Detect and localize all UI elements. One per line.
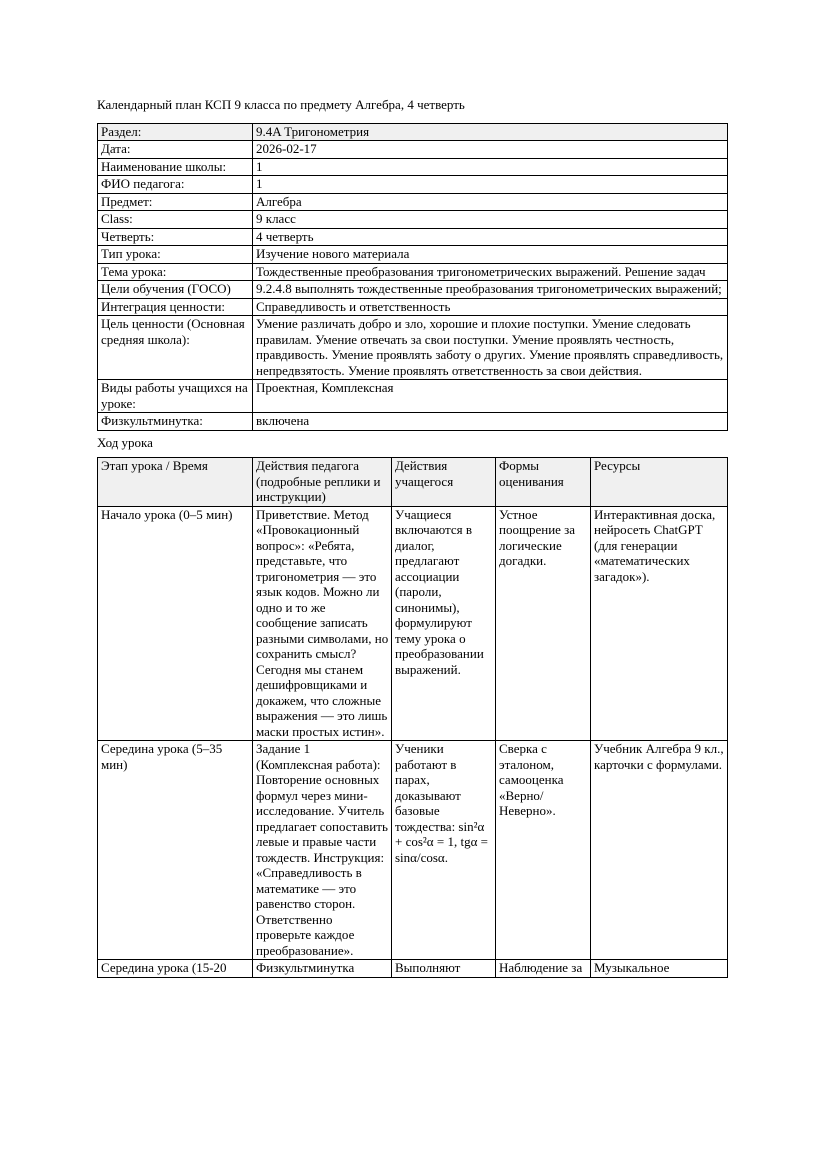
info-label-cell: Интеграция ценности: [98, 298, 253, 316]
lesson-stage-cell: Середина урока (15-20 [98, 960, 253, 978]
document-page [97, 97, 727, 978]
lesson-assessment-cell: Наблюдение за [496, 960, 591, 978]
lesson-teacher-cell: Задание 1 (Комплексная работа): Повторение основных формул через мини-исследование. Учитель предлагает сопоставить левые и правые части тождеств. Инструкция: «Справедливость в математике — это равенство сторон. Ответственно проверьте каждое преобразование». [253, 741, 392, 960]
flow-heading: Ход урока [97, 434, 153, 450]
lesson-header-cell: Этап урока / Время [98, 458, 253, 507]
info-value-cell: 9 класс [253, 211, 728, 229]
lesson-assessment-cell: Устное поощрение за логические догадки. [496, 506, 591, 741]
lesson-table [97, 457, 728, 978]
info-value-cell: 2026-02-17 [253, 141, 728, 159]
info-label-cell: ФИО педагога: [98, 176, 253, 194]
lesson-row [98, 960, 728, 978]
lesson-teacher-cell: Приветствие. Метод «Провокационный вопрос»: «Ребята, представьте, что тригонометрия — это язык кодов. Можно ли одно и то же сообщение записать разными символами, но сохранить смысл? Сегодня мы станем дешифровщиками и докажем, что сложные выражения — это лишь маски простых истин». [253, 506, 392, 741]
info-value-cell: Справедливость и ответственность [253, 298, 728, 316]
info-value-cell: 4 четверть [253, 228, 728, 246]
table-row [98, 263, 728, 281]
lesson-stage-cell: Середина урока (5–35 мин) [98, 741, 253, 960]
info-label-cell: Class: [98, 211, 253, 229]
info-label-cell: Тема урока: [98, 263, 253, 281]
lesson-header-cell: Ресурсы [591, 458, 728, 507]
info-label-cell: Цели обучения (ГОСО) [98, 281, 253, 299]
table-row [98, 298, 728, 316]
info-value-cell: 1 [253, 176, 728, 194]
table-row [98, 316, 728, 380]
lesson-row [98, 506, 728, 741]
table-row [98, 123, 728, 141]
lesson-header-row [98, 458, 728, 507]
lesson-teacher-cell: Физкультминутка [253, 960, 392, 978]
info-value-cell: 9.4A Тригонометрия [253, 123, 728, 141]
document-title: Календарный план КСП 9 класса по предмету Алгебра, 4 четверть [97, 97, 465, 112]
info-value-cell: 1 [253, 158, 728, 176]
info-value-cell: 9.2.4.8 выполнять тождественные преобразования тригонометрических выражений; [253, 281, 728, 299]
table-row [98, 281, 728, 299]
lesson-row [98, 741, 728, 960]
info-value-cell: включена [253, 413, 728, 431]
info-value-cell: Умение различать добро и зло, хорошие и плохие поступки. Умение следовать правилам. Умение отвечать за свои поступки. Умение проявлять честность, правдивость. Умение проявлять заботу о других. Умение проявлять справедливость, непредвзятость. Умение проявлять ответственность за свои действия. [253, 316, 728, 380]
lesson-assessment-cell: Сверка с эталоном, самооценка «Верно/Неверно». [496, 741, 591, 960]
table-row [98, 211, 728, 229]
info-label-cell: Виды работы учащихся на уроке: [98, 380, 253, 413]
lesson-header-cell: Формы оценивания [496, 458, 591, 507]
info-label-cell: Дата: [98, 141, 253, 159]
lesson-resources-cell: Музыкальное [591, 960, 728, 978]
info-label-cell: Цель ценности (Основная средняя школа): [98, 316, 253, 380]
info-value-cell: Изучение нового материала [253, 246, 728, 264]
info-value-cell: Проектная, Комплексная [253, 380, 728, 413]
info-label-cell: Предмет: [98, 193, 253, 211]
table-row [98, 246, 728, 264]
info-value-cell: Алгебра [253, 193, 728, 211]
lesson-header-cell: Действия педагога (подробные реплики и инструкции) [253, 458, 392, 507]
info-value-cell: Тождественные преобразования тригонометрических выражений. Решение задач [253, 263, 728, 281]
lesson-resources-cell: Учебник Алгебра 9 кл., карточки с формулами. [591, 741, 728, 960]
table-row [98, 176, 728, 194]
table-row [98, 141, 728, 159]
lesson-student-cell: Выполняют [392, 960, 496, 978]
info-label-cell: Четверть: [98, 228, 253, 246]
table-row [98, 193, 728, 211]
lesson-student-cell: Учащиеся включаются в диалог, предлагают ассоциации (пароли, синонимы), формулируют тему урока о преобразовании выражений. [392, 506, 496, 741]
lesson-student-cell: Ученики работают в парах, доказывают базовые тождества: sin²α + cos²α = 1, tgα = sinα/cosα. [392, 741, 496, 960]
info-label-cell: Раздел: [98, 123, 253, 141]
lesson-stage-cell: Начало урока (0–5 мин) [98, 506, 253, 741]
info-table [97, 123, 728, 431]
info-label-cell: Тип урока: [98, 246, 253, 264]
lesson-header-cell: Действия учащегося [392, 458, 496, 507]
table-row [98, 413, 728, 431]
info-label-cell: Наименование школы: [98, 158, 253, 176]
table-row [98, 158, 728, 176]
info-label-cell: Физкультминутка: [98, 413, 253, 431]
lesson-resources-cell: Интерактивная доска, нейросеть ChatGPT (для генерации «математических загадок»). [591, 506, 728, 741]
table-row [98, 380, 728, 413]
table-row [98, 228, 728, 246]
